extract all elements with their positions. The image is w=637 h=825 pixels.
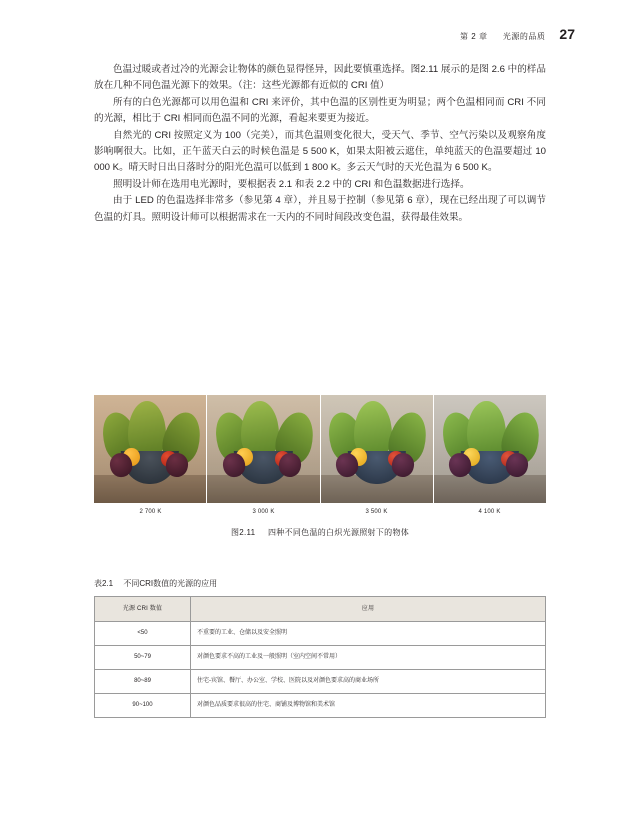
panel-label: 2 700 K [139,509,162,515]
figure-panel [94,395,207,503]
figure-panel [207,395,320,503]
cell-usage: 住宅-宾馆、餐厅、办公室、学校、医院以及对颜色要求高的商业场所 [191,670,546,694]
color-temperature-overlay [94,395,206,503]
table-row [95,670,546,694]
cri-application-table [94,596,546,718]
color-temperature-overlay [207,395,319,503]
figure-caption-number: 图2.11 [230,528,256,537]
table-title-text: 不同CRI数值的光源的应用 [123,579,218,588]
photo-scene [434,395,546,503]
column-header-usage: 应用 [191,597,546,622]
panel-label: 3 500 K [365,509,388,515]
column-header-cri: 光源 CRI 数值 [95,597,191,622]
paragraph: 所有的白色光源都可以用色温和 CRI 来评价，其中色温的区别性更为明显；两个色温相同而 CRI 不同的光源，相比于 CRI 相同而色温不同的光源，看起来要更为接近。 [94,96,546,125]
table-title [94,578,546,589]
photo-scene [207,395,319,503]
table-2-1-block [94,578,546,718]
photo-scene [321,395,433,503]
paragraph: 照明设计师在选用电光源时，要根据表 2.1 和表 2.2 中的 CRI 和色温数据进行选择。 [113,178,470,190]
figure-panel-labels [94,509,546,515]
chapter-number: 第 2 章 [460,32,488,41]
page-number: 27 [559,26,575,42]
table-row [95,646,546,670]
figure-caption [94,527,546,538]
color-temperature-overlay [434,395,546,503]
panel-label: 3 000 K [252,509,275,515]
running-head [460,26,575,42]
figure-panel [321,395,434,503]
figure-2-11 [94,395,546,538]
color-temperature-overlay [321,395,433,503]
table-row [95,694,546,718]
paragraph: 自然光的 CRI 按照定义为 100（完美），而其色温则变化很大，受天气、季节、空气污染以及观察角度影响啊很大。比如，正午蓝天白云的时候色温是 5 500 K，如果太阳被云遮住，单纯蓝天的色温要超过 10 000 K。晴天时日出日落时分的阳光色温可以低到 1 800 K。多云天气时的天光色温为 6 500 K。 [94,129,546,174]
running-head-chapter [460,31,545,42]
paragraph: 色温过暖或者过冷的光源会让物体的颜色显得怪异，因此要慎重选择。图2.11 展示的是图 2.6 中的样品放在几种不同色温光源下的效果。（注：这些光源都有近似的 CRI 值） [94,64,546,92]
table-row [95,622,546,646]
cell-cri-range: <50 [95,622,191,646]
cell-cri-range: 90~100 [95,694,191,718]
table-header-row [95,597,546,622]
cell-usage: 对颜色要求不高的工业及一般照明（室内空间不常用） [191,646,546,670]
body-text [94,62,546,226]
figure-image-strip [94,395,546,503]
chapter-title: 光源的品质 [502,32,546,41]
cell-cri-range: 80~89 [95,670,191,694]
panel-label: 4 100 K [478,509,501,515]
cell-usage: 对颜色品质要求很高的住宅、商铺及博物馆和美术馆 [191,694,546,718]
paragraph: 由于 LED 的色温选择非常多（参见第 4 章），并且易于控制（参见第 6 章），现在已经出现了可以调节色温的灯具。照明设计师可以根据需求在一天内的不同时间段改变色温，获得最佳效果。 [94,195,546,223]
cell-cri-range: 50~79 [95,646,191,670]
figure-panel [434,395,546,503]
figure-caption-text: 四种不同色温的白炽光源照射下的物体 [267,528,410,537]
table-title-number: 表2.1 [94,579,114,588]
photo-scene [94,395,206,503]
cell-usage: 不重要的工业、仓储以及安全照明 [191,622,546,646]
